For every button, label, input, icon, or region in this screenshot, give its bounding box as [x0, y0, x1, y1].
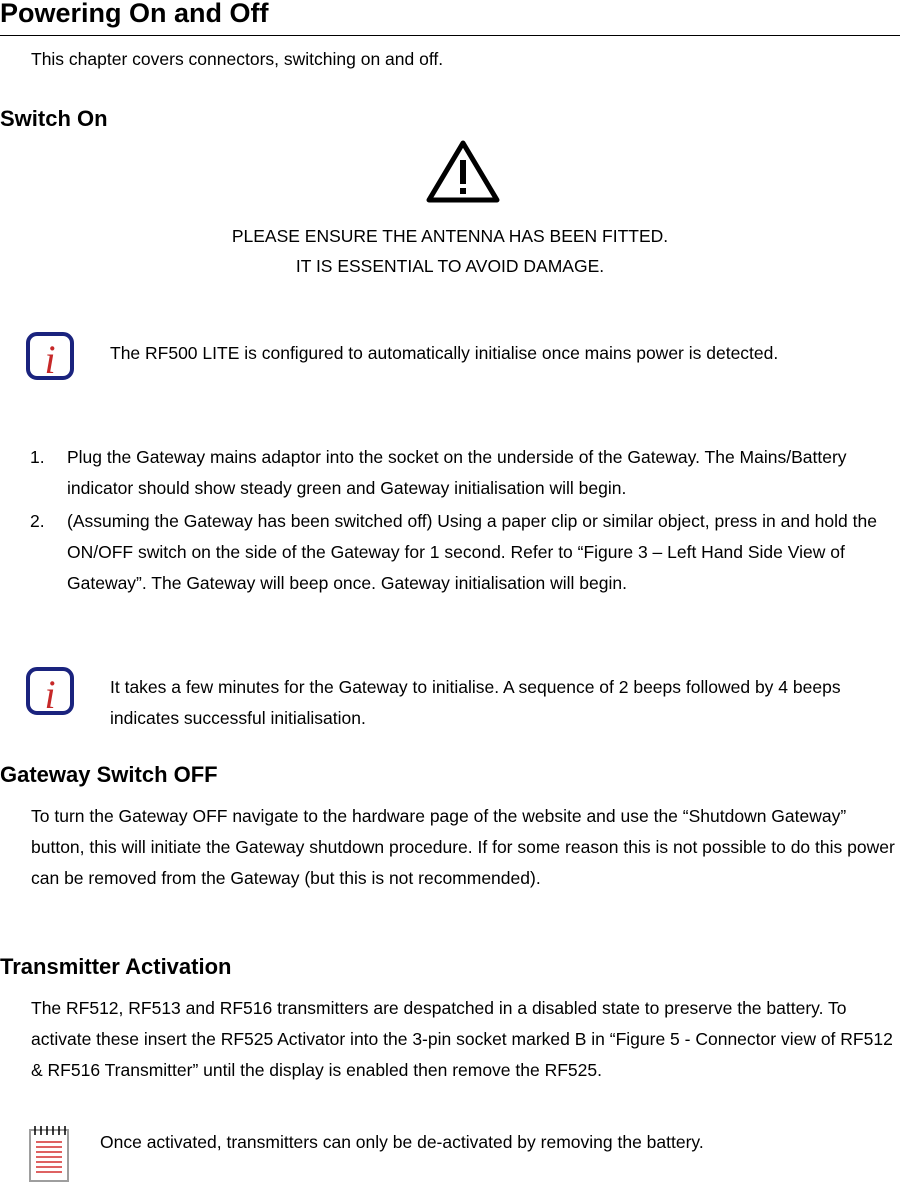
warning-line-1: PLEASE ENSURE THE ANTENNA HAS BEEN FITTED.: [231, 226, 669, 246]
svg-text:i: i: [44, 672, 56, 716]
page-title: Powering On and Off: [0, 0, 269, 28]
info-icon: [25, 666, 75, 716]
info-note-2: It takes a few minutes for the Gateway to initialise. A sequence of 2 beeps followed by 4 beeps indicates successful initialisation.: [110, 677, 841, 728]
list-item: [30, 442, 897, 504]
transmitter-note: Once activated, transmitters can only be de-activated by removing the battery.: [100, 1132, 704, 1152]
warning-line-2: IT IS ESSENTIAL TO AVOID DAMAGE.: [295, 256, 605, 276]
transmitter-body: The RF512, RF513 and RF516 transmitters are despatched in a disabled state to preserve the battery. To activate these insert the RF525 Activator into the 3-pin socket marked B in “Figure 5 - Connector view of RF512 & RF516 Transmitter” until the display is enabled then remove the RF525.: [31, 998, 893, 1080]
info-icon: [25, 331, 75, 381]
steps-list: [30, 442, 897, 599]
intro-text: This chapter covers connectors, switching on and off.: [31, 49, 444, 69]
title-rule: [0, 35, 900, 36]
list-item: [30, 506, 897, 599]
step-text: (Assuming the Gateway has been switched off) Using a paper clip or similar object, press in and hold the ON/OFF switch on the side of the Gateway for 1 second. Refer to “Figure 3 – Left Hand Side View of Gateway”. The Gateway will beep once. Gateway initialisation will begin.: [67, 511, 877, 593]
transmitter-heading: Transmitter Activation: [0, 954, 232, 979]
step-number: 1.: [30, 447, 45, 467]
switch-on-heading: Switch On: [0, 106, 108, 131]
warning-triangle-icon: [425, 138, 501, 204]
switch-off-body: To turn the Gateway OFF navigate to the hardware page of the website and use the “Shutdown Gateway” button, this will initiate the Gateway shutdown procedure. If for some reason this is not possible to do this power can be removed from the Gateway (but this is not recommended).: [31, 806, 895, 888]
switch-off-heading: Gateway Switch OFF: [0, 762, 218, 787]
info-note-1: The RF500 LITE is configured to automatically initialise once mains power is detected.: [110, 343, 779, 363]
notepad-icon: [28, 1125, 70, 1183]
step-text: Plug the Gateway mains adaptor into the socket on the underside of the Gateway. The Mains/Battery indicator should show steady green and Gateway initialisation will begin.: [67, 447, 847, 498]
step-number: 2.: [30, 511, 45, 531]
svg-text:i: i: [44, 337, 56, 381]
